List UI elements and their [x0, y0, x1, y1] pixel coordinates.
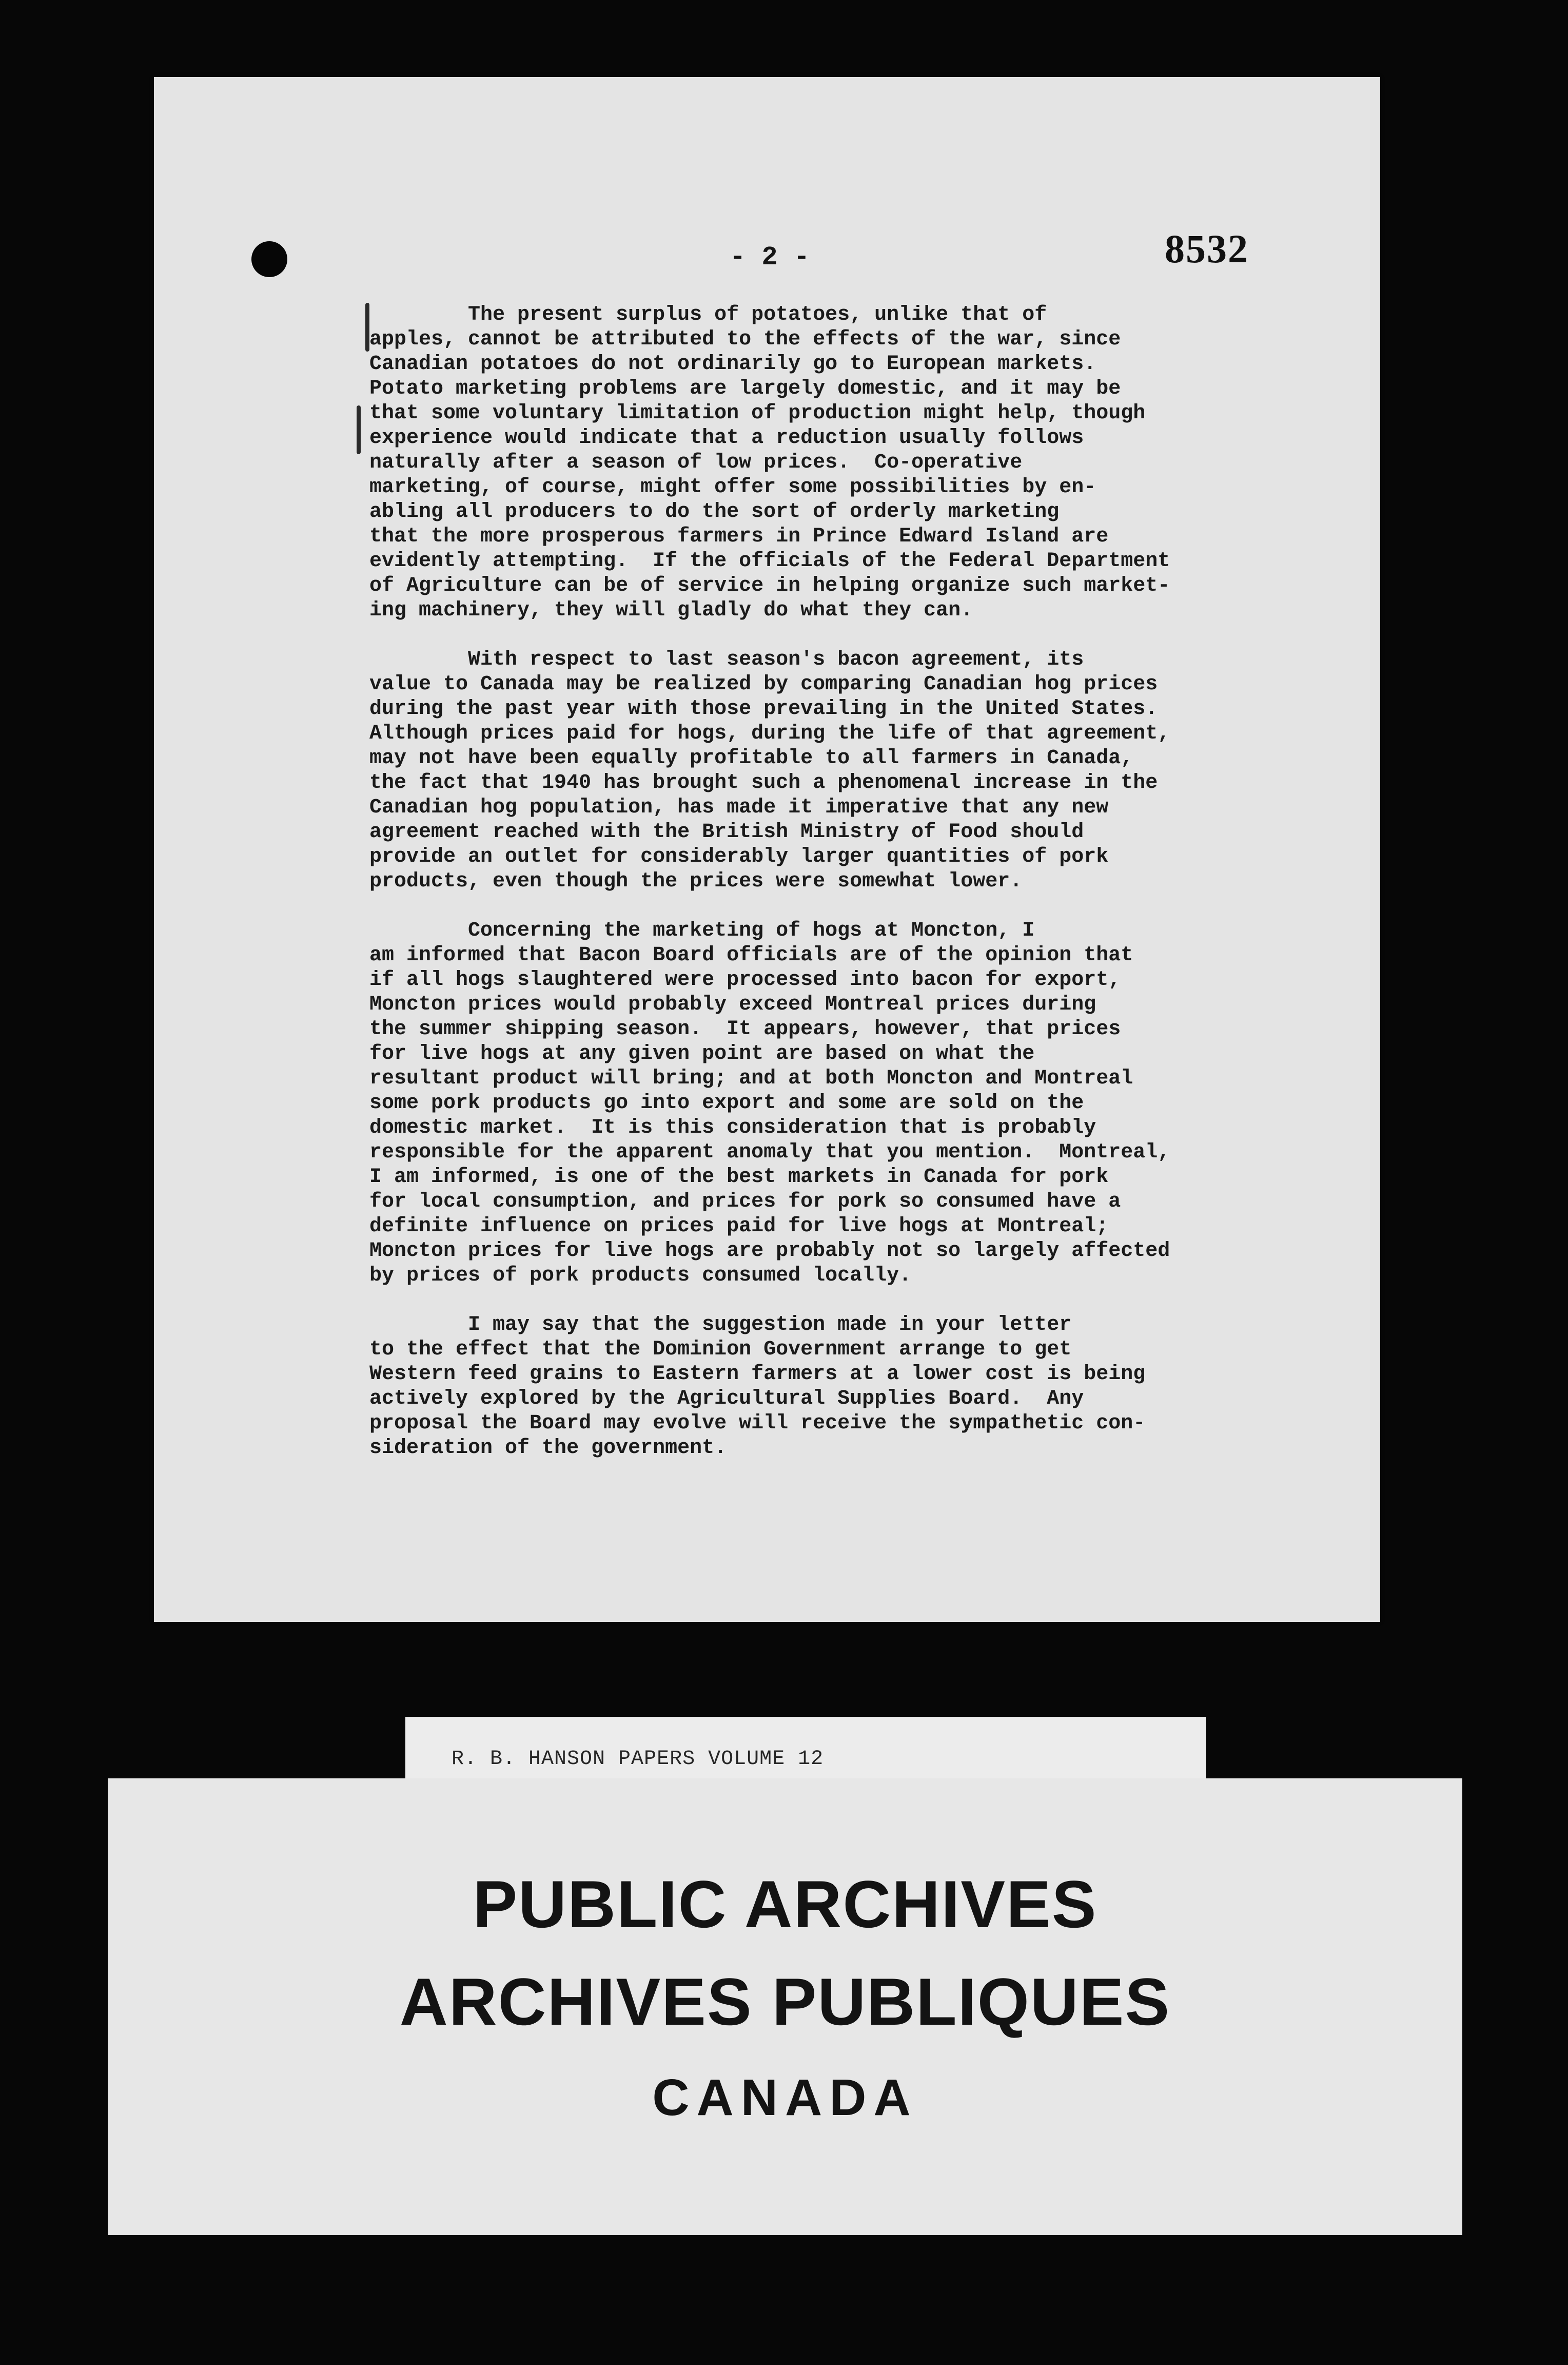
text-line: some pork products go into export and some are sold on the [369, 1092, 1084, 1115]
text-line: sideration of the government. [369, 1437, 727, 1460]
paragraph [369, 919, 1385, 1288]
text-line: Moncton prices would probably exceed Montreal prices during [369, 993, 1096, 1016]
text-line: to the effect that the Dominion Government arrange to get [369, 1338, 1072, 1361]
text-line: that some voluntary limitation of production might help, though [369, 402, 1146, 425]
text-line: actively explored by the Agricultural Supplies Board. Any [369, 1387, 1084, 1410]
text-line: I may say that the suggestion made in your letter [369, 1313, 1072, 1336]
text-line: provide an outlet for considerably larger quantities of pork [369, 845, 1109, 868]
text-line: the summer shipping season. It appears, however, that prices [369, 1018, 1121, 1041]
text-line: ing machinery, they will gladly do what they can. [369, 599, 973, 622]
archive-country: CANADA [652, 2069, 918, 2126]
text-line: marketing, of course, might offer some possibilities by en- [369, 476, 1096, 499]
text-line: by prices of pork products consumed locally. [369, 1264, 912, 1287]
text-line: Although prices paid for hogs, during the life of that agreement, [369, 722, 1170, 745]
punch-hole [251, 241, 287, 277]
text-line: agreement reached with the British Ministry of Food should [369, 821, 1084, 844]
text-line: Canadian hog population, has made it imperative that any new [369, 796, 1109, 819]
margin-bracket-mark [357, 405, 361, 454]
text-line: I am informed, is one of the best markets in Canada for pork [369, 1166, 1109, 1189]
text-line: of Agriculture can be of service in helping organize such market- [369, 574, 1170, 597]
text-line: The present surplus of potatoes, unlike that of [369, 303, 1047, 326]
text-line: apples, cannot be attributed to the effects of the war, since [369, 328, 1121, 351]
text-line: during the past year with those prevailing in the United States. [369, 697, 1158, 721]
text-line: definite influence on prices paid for live hogs at Montreal; [369, 1215, 1109, 1238]
folio-number: 8532 [1165, 226, 1249, 271]
letter-page [154, 77, 1380, 1622]
text-line: the fact that 1940 has brought such a phenomenal increase in the [369, 771, 1158, 794]
archive-stamp-card [108, 1778, 1462, 2235]
text-line: proposal the Board may evolve will receive the sympathetic con- [369, 1412, 1146, 1435]
text-line: value to Canada may be realized by comparing Canadian hog prices [369, 673, 1158, 696]
text-line: that the more prosperous farmers in Prince Edward Island are [369, 525, 1109, 548]
text-line: With respect to last season's bacon agreement, its [369, 648, 1084, 671]
text-line: Western feed grains to Eastern farmers at a lower cost is being [369, 1363, 1146, 1386]
text-line: experience would indicate that a reduction usually follows [369, 427, 1084, 450]
paragraph [369, 1313, 1385, 1461]
text-line: evidently attempting. If the officials of the Federal Department [369, 550, 1170, 573]
text-line: responsible for the apparent anomaly that you mention. Montreal, [369, 1141, 1170, 1164]
text-line: naturally after a season of low prices. Co-operative [369, 451, 1023, 474]
collection-slip [405, 1717, 1206, 1778]
text-line: Canadian potatoes do not ordinarily go to European markets. [369, 353, 1096, 376]
text-line: resultant product will bring; and at both Moncton and Montreal [369, 1067, 1133, 1090]
text-line: am informed that Bacon Board officials are of the opinion that [369, 944, 1133, 967]
archive-title-french: ARCHIVES PUBLIQUES [399, 1964, 1171, 2039]
text-line: for live hogs at any given point are based on what the [369, 1042, 1035, 1065]
page-number: - 2 - [729, 242, 810, 273]
text-line: abling all producers to do the sort of orderly marketing [369, 500, 1060, 524]
collection-label: R. B. HANSON PAPERS VOLUME 12 [452, 1748, 824, 1771]
text-line: for local consumption, and prices for pork so consumed have a [369, 1190, 1121, 1213]
text-line: Potato marketing problems are largely domestic, and it may be [369, 377, 1121, 400]
text-line: if all hogs slaughtered were processed into bacon for export, [369, 968, 1121, 992]
text-line: domestic market. It is this consideration that is probably [369, 1116, 1096, 1139]
letter-body [369, 303, 1385, 1485]
text-line: Concerning the marketing of hogs at Moncton, I [369, 919, 1035, 942]
text-line: may not have been equally profitable to all farmers in Canada, [369, 747, 1133, 770]
paragraph [369, 648, 1385, 894]
paragraph [369, 303, 1385, 623]
text-line: products, even though the prices were somewhat lower. [369, 870, 1023, 893]
archive-title-english: PUBLIC ARCHIVES [473, 1867, 1097, 1942]
text-line: Moncton prices for live hogs are probably not so largely affected [369, 1239, 1170, 1263]
margin-bracket-mark [365, 303, 369, 352]
